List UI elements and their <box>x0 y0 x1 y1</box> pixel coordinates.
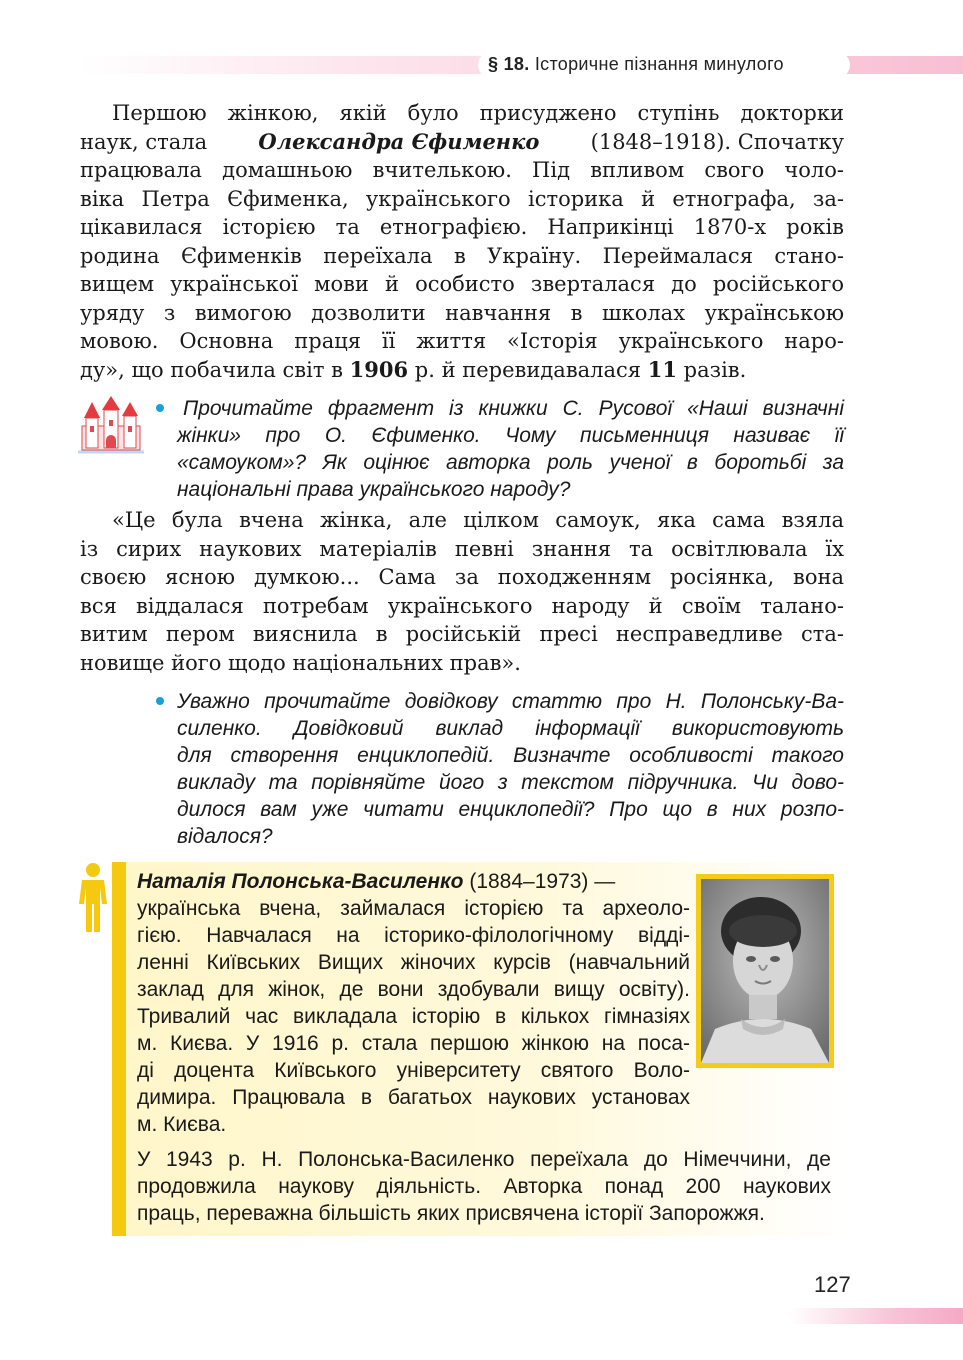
paragraph-efymenko <box>80 99 844 384</box>
person-name-polonska: Наталія Полонська-Василенко <box>137 870 464 893</box>
text-line: віка Петра Єфименка, українського історика й етнографа, за- <box>80 186 844 211</box>
bio-text-top <box>137 868 690 1138</box>
year-1906: 1906 <box>349 356 409 382</box>
portrait-photo <box>701 879 829 1063</box>
running-header <box>488 54 784 75</box>
footer-bar <box>790 1308 963 1324</box>
text-fragment: р. й перевидавалася <box>414 357 642 382</box>
text-line: із сирих наукових матеріалів певні знання та освітлювала їх <box>80 536 844 561</box>
text-line: «Це була вчена жінка, але цілком самоук, яка сама взяла <box>112 508 844 532</box>
text-line: новище його щодо національних прав». <box>80 650 521 675</box>
bio-accent-bar <box>112 862 126 1236</box>
page-number: 127 <box>814 1272 851 1297</box>
text-line: мовою. Основна праця її життя «Історія українського наро- <box>80 329 844 353</box>
text-line: У 1943 р. Н. Полонська-Василенко переїхала до Німеччини, де <box>137 1148 831 1171</box>
person-icon <box>76 862 110 934</box>
text-fragment: (1848–1918). Спочатку <box>590 129 844 154</box>
task-rusova <box>177 395 844 503</box>
text-line: заклад для жінок, де вони здобували вищу освіту). <box>137 978 690 1001</box>
castle-icon <box>78 396 144 454</box>
text-line: димира. Працювала в багатьох наукових установах <box>137 1086 690 1109</box>
text-line: продовжила наукову діяльність. Авторка понад 200 наукових <box>137 1175 831 1198</box>
section-title: Історичне пізнання минулого <box>534 54 784 74</box>
text-line: Уважно прочитайте довідкову статтю про Н. Полонську-Ва- <box>177 690 844 713</box>
bio-text-bottom <box>137 1146 831 1227</box>
text-line: Прочитайте фрагмент із книжки С. Русової «Наші визначні <box>183 397 844 420</box>
text-line: витим пером вияснила в російській пресі несправедливе ста- <box>80 622 844 646</box>
text-line: жінки» про О. Єфименко. Чому письменниця називає її <box>177 424 844 447</box>
text-line: для створення енциклопедій. Визначте особливості такого <box>177 744 844 767</box>
text-line: Першою жінкою, якій було присуджено ступінь докторки <box>112 101 844 125</box>
text-line: своєю ясною думкою... Сама за походженням росіянка, вона <box>80 565 844 589</box>
task-polonska <box>177 688 844 850</box>
text-line: вищем української мови й особисто зверталася до російського <box>80 272 844 296</box>
quote-rusova <box>80 506 844 677</box>
text-line: працювала домашньою вчителькою. Під впливом свого чоло- <box>80 158 844 182</box>
bullet-icon <box>156 404 164 412</box>
person-name-efymenko: Олександра Єфименко <box>258 128 540 154</box>
text-fragment: наук, стала <box>80 129 208 154</box>
bio-dates: (1884–1973) — <box>469 870 616 893</box>
text-line: вся віддалася потребам українського народу й своїм талано- <box>80 593 844 618</box>
text-line: цікавилася історією та етнографією. Наприкінці 1870-х років <box>80 215 844 239</box>
text-line: ді доцента Київського університету святого Воло- <box>137 1059 690 1082</box>
text-line: м. Києва. У 1916 р. стала першою жінкою на поса- <box>137 1032 690 1055</box>
text-line: м. Києва. <box>137 1113 227 1136</box>
text-line: національні права українського народу? <box>177 478 571 501</box>
text-fragment: разів. <box>683 357 747 382</box>
count-11: 11 <box>647 356 677 382</box>
text-line: уряду з вимогою дозволити навчання в школах українською <box>80 300 844 325</box>
text-fragment: ду», що побачила світ в <box>80 357 343 382</box>
text-line: українська вчена, займалася історією та археоло- <box>137 897 690 920</box>
text-line: «самоуком»? Як оцінює авторка роль ученої в боротьбі за <box>177 451 844 474</box>
text-line <box>137 868 690 895</box>
bullet-icon <box>156 697 164 705</box>
text-line: гією. Навчалася на історико-філологічному відді- <box>137 924 690 947</box>
text-line: силенко. Довідковий виклад інформації використовують <box>177 717 844 740</box>
text-line: викладу та порівняйте його з текстом підручника. Чи дово- <box>177 771 844 794</box>
text-line <box>80 128 844 157</box>
text-line: відалося? <box>177 825 273 848</box>
text-line: Тривалий час викладала історію в кількох гімназіях <box>137 1005 690 1028</box>
text-line: дилося вам уже читати енциклопедії? Про що в них розпо- <box>177 798 844 821</box>
text-line <box>80 356 844 385</box>
text-line: праць, переважна більшість яких присвячена історії Запорожжя. <box>137 1202 765 1225</box>
text-line: родина Єфименків переїхала в Україну. Переймалася стано- <box>80 243 844 268</box>
section-number: § 18. <box>488 54 530 74</box>
text-line: ленні Київських Вищих жіночих курсів (навчальний <box>137 951 690 974</box>
